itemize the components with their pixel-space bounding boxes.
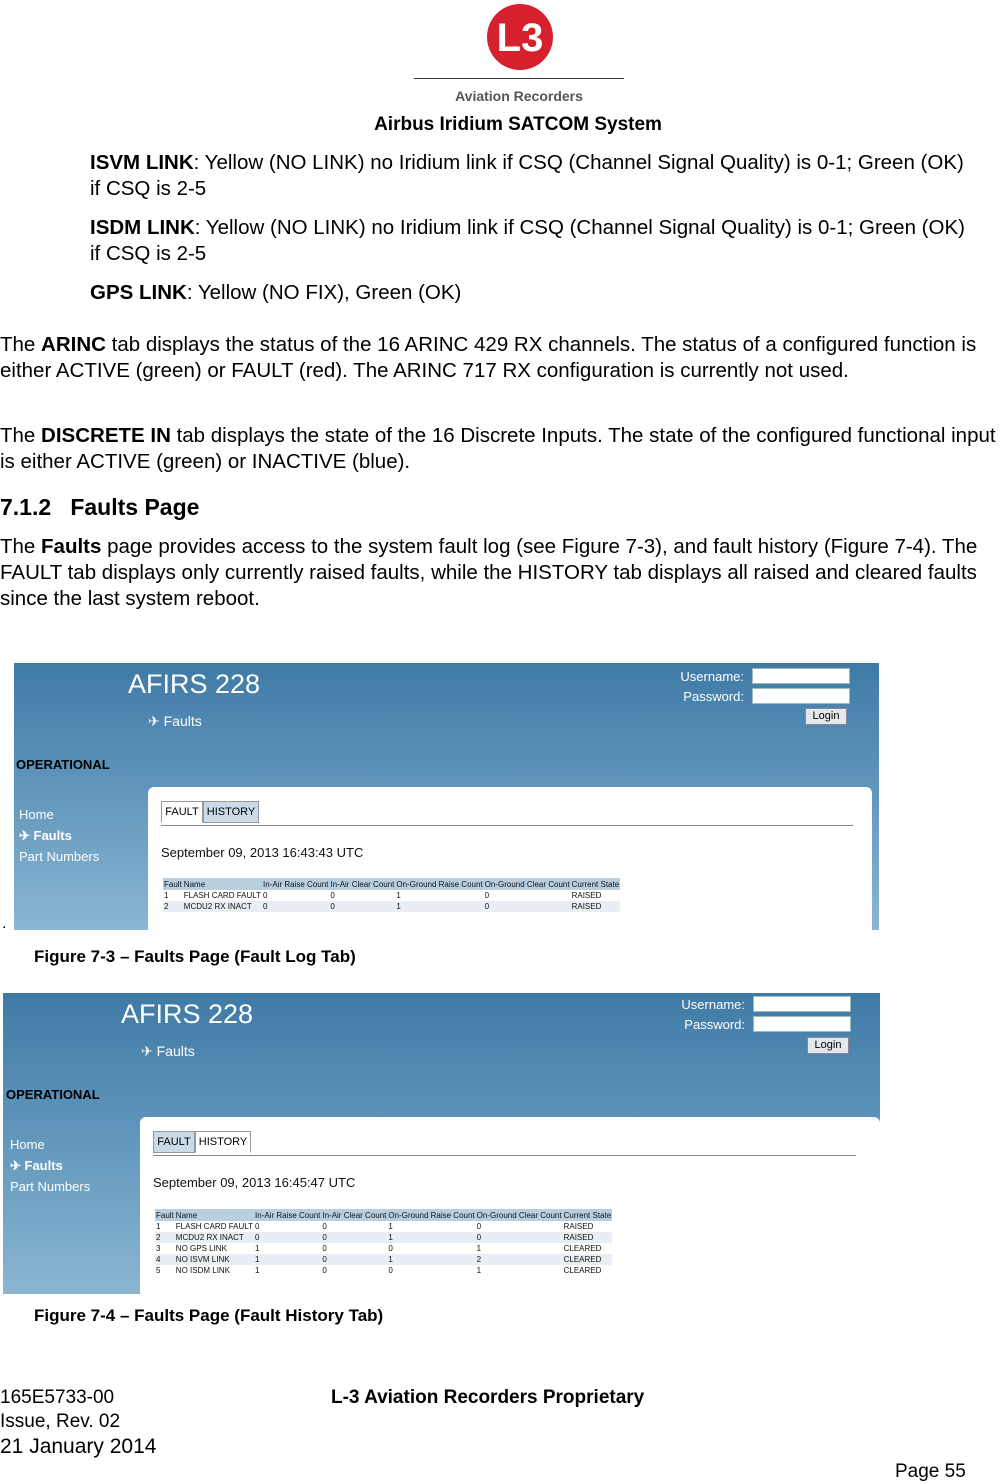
- column-header: In-Air Clear Count: [330, 879, 395, 889]
- table-cell: 1: [164, 891, 169, 900]
- section-heading: 7.1.2 Faults Page: [0, 494, 200, 520]
- figure-caption: Figure 7-3 – Faults Page (Fault Log Tab): [34, 947, 356, 966]
- username-input[interactable]: [752, 668, 850, 684]
- plane-icon: ✈: [10, 1158, 25, 1173]
- plane-icon: ✈: [19, 828, 34, 843]
- table-cell: 1: [388, 1222, 393, 1231]
- table-cell: 2: [163, 901, 183, 912]
- table-cell: NO ISVM LINK: [175, 1254, 254, 1265]
- nav-part-numbers[interactable]: Part Numbers: [19, 849, 100, 864]
- column-header: Name: [175, 1209, 254, 1221]
- fault-table: [155, 1209, 612, 1276]
- table-cell: 0: [255, 1222, 260, 1231]
- password-label: Password:: [684, 1017, 745, 1032]
- tab-fault[interactable]: FAULT: [153, 1131, 195, 1153]
- tab-history[interactable]: HISTORY: [203, 801, 259, 823]
- table-cell: 2: [155, 1232, 175, 1243]
- column-header: Current State: [563, 1210, 612, 1220]
- paragraph-text: page provides access to the system fault log (see Figure 7-3), and fault history (Figure 7-4). The FAULT tab displays only currently raised faults, while the HISTORY tab displays all raised and cleared faults since the last system reboot.: [0, 535, 978, 610]
- table-cell: FLASH CARD FAULT: [175, 1222, 253, 1231]
- table-cell: 4: [155, 1254, 175, 1265]
- username-input[interactable]: [753, 996, 851, 1012]
- bullet-text: : Yellow (NO LINK) no Iridium link if CSQ (Channel Signal Quality) is 0-1; Green (OK) if CSQ is 2-5: [90, 151, 964, 200]
- table-cell: 3: [156, 1244, 161, 1253]
- table-cell: CLEARED: [563, 1244, 602, 1253]
- table-cell: 1: [254, 1254, 321, 1265]
- table-cell: 1: [476, 1244, 482, 1253]
- paragraph-text: The: [0, 424, 42, 447]
- table-cell: 0: [388, 1244, 393, 1253]
- column-header: On-Ground Raise Count: [396, 879, 483, 889]
- table-cell: MCDU2 RX INACT: [175, 1232, 254, 1243]
- username-label: Username:: [680, 669, 744, 684]
- stray-mark: .: [2, 915, 7, 932]
- column-header: In-Air Clear Count: [322, 1210, 387, 1220]
- column-header: Current State: [571, 879, 620, 889]
- bullet-gps-link: [90, 280, 970, 306]
- column-header: Name: [183, 878, 262, 890]
- password-input[interactable]: [752, 688, 850, 704]
- table-body: [155, 1221, 612, 1276]
- table-body: [163, 890, 620, 912]
- logo-divider: [414, 78, 624, 79]
- table-row: [163, 901, 620, 912]
- paragraph-text: The: [0, 535, 42, 558]
- column-header: On-Ground Clear Count: [484, 879, 570, 889]
- nav-faults[interactable]: [10, 1158, 63, 1174]
- fault-table: [163, 878, 620, 912]
- table-cell: 1: [387, 1232, 475, 1243]
- table-cell: 1: [476, 1266, 482, 1275]
- figure-caption: Figure 7-4 – Faults Page (Fault History Tab): [34, 1306, 384, 1325]
- column-header: On-Ground Clear Count: [476, 1210, 562, 1220]
- bullet-text: : Yellow (NO FIX), Green (OK): [186, 281, 462, 304]
- breadcrumb: [141, 1043, 195, 1060]
- page-number: Page 55: [895, 1461, 966, 1482]
- app-title: AFIRS 228: [121, 999, 254, 1029]
- content-panel: [148, 787, 872, 930]
- breadcrumb-label: Faults: [163, 713, 202, 729]
- table-row: [155, 1254, 612, 1265]
- table-cell: 1: [255, 1244, 260, 1253]
- table-cell: CLEARED: [563, 1254, 613, 1265]
- table-cell: 1: [395, 901, 483, 912]
- paragraph-text: The: [0, 333, 42, 356]
- tab-fault[interactable]: FAULT: [161, 801, 203, 823]
- table-cell: 0: [484, 891, 490, 900]
- username-label: Username:: [681, 997, 745, 1012]
- table-cell: 0: [476, 1232, 563, 1243]
- paragraph-text: tab displays the status of the 16 ARINC 429 RX channels. The status of a configured function is either ACTIVE (green) or FAULT (red). The ARINC 717 RX configuration is currently not used.: [0, 333, 977, 382]
- tab-divider: [161, 825, 853, 826]
- paragraph-text: tab displays the state of the 16 Discrete Inputs. The state of the configured functional input is either ACTIVE (green) or INACTIVE (blue).: [0, 424, 996, 473]
- table-row: [155, 1243, 612, 1254]
- table-cell: RAISED: [563, 1222, 594, 1231]
- logo-text: L3: [496, 16, 544, 60]
- table-header-row: [163, 878, 620, 890]
- column-header: Fault: [156, 1210, 174, 1220]
- proprietary-notice: L-3 Aviation Recorders Proprietary: [331, 1387, 645, 1408]
- login-button[interactable]: Login: [807, 1037, 849, 1054]
- paragraph-term: DISCRETE IN: [41, 424, 171, 447]
- table-header-row: [155, 1209, 612, 1221]
- figure-screenshot-fault-history: [3, 993, 880, 1294]
- tab-divider: [153, 1155, 856, 1156]
- column-header: In-Air Raise Count: [263, 879, 329, 889]
- breadcrumb: [148, 713, 202, 730]
- column-header: In-Air Raise Count: [255, 1210, 321, 1220]
- l3-logo: [485, 2, 555, 72]
- table-cell: 0: [484, 901, 571, 912]
- nav-part-numbers[interactable]: Part Numbers: [10, 1179, 91, 1194]
- figure-screenshot-fault-log: [14, 663, 879, 930]
- bullet-text: : Yellow (NO LINK) no Iridium link if CSQ (Channel Signal Quality) is 0-1; Green (OK) if CSQ is 2-5: [90, 216, 965, 265]
- table-cell: 0: [388, 1266, 393, 1275]
- paragraph-discrete-in: [0, 423, 1008, 475]
- table-cell: 0: [329, 901, 395, 912]
- column-header: Fault: [164, 879, 182, 889]
- document-title: Airbus Iridium SATCOM System: [374, 114, 662, 135]
- password-label: Password:: [683, 689, 744, 704]
- bullet-term: GPS LINK: [90, 281, 187, 304]
- table-row: [155, 1265, 612, 1276]
- table-cell: 0: [322, 1266, 327, 1275]
- plane-icon: ✈: [148, 713, 164, 729]
- table-cell: 0: [254, 1232, 321, 1243]
- table-cell: 0: [263, 891, 268, 900]
- logo-subtitle: Aviation Recorders: [455, 88, 583, 104]
- paragraph-term: ARINC: [41, 333, 106, 356]
- table-cell: 0: [262, 901, 329, 912]
- table-cell: CLEARED: [563, 1266, 602, 1275]
- column-header: On-Ground Raise Count: [388, 1210, 475, 1220]
- table-cell: FLASH CARD FAULT: [183, 891, 261, 900]
- table-row: [155, 1221, 612, 1232]
- table-cell: 1: [387, 1254, 475, 1265]
- timestamp: September 09, 2013 16:43:43 UTC: [161, 845, 364, 860]
- table-cell: RAISED: [563, 1232, 613, 1243]
- app-title: AFIRS 228: [128, 669, 261, 699]
- doc-number: 165E5733-00: [0, 1387, 115, 1408]
- bullet-term: ISVM LINK: [90, 151, 194, 174]
- table-cell: 1: [396, 891, 401, 900]
- breadcrumb-label: Faults: [156, 1043, 195, 1059]
- nav-faults-label: Faults: [33, 828, 72, 843]
- paragraph-faults: [0, 534, 1008, 612]
- table-cell: MCDU2 RX INACT: [183, 901, 262, 912]
- table-row: [163, 890, 620, 901]
- bullet-isvm-link: [90, 150, 970, 202]
- table-cell: 0: [330, 891, 335, 900]
- table-cell: 0: [322, 1222, 327, 1231]
- table-cell: RAISED: [571, 891, 602, 900]
- table-row: [155, 1232, 612, 1243]
- table-cell: 0: [321, 1254, 387, 1265]
- tab-history[interactable]: HISTORY: [195, 1131, 251, 1153]
- bullet-term: ISDM LINK: [90, 216, 195, 239]
- table-cell: 5: [156, 1266, 161, 1275]
- paragraph-term: Faults: [41, 535, 102, 558]
- plane-icon: ✈: [141, 1043, 157, 1059]
- paragraph-arinc: [0, 332, 1008, 384]
- table-cell: 1: [156, 1222, 161, 1231]
- table-cell: NO ISDM LINK: [175, 1266, 231, 1275]
- table-cell: RAISED: [571, 901, 621, 912]
- section-label: OPERATIONAL: [6, 1087, 100, 1102]
- table-cell: 2: [476, 1254, 563, 1265]
- nav-home[interactable]: Home: [10, 1137, 45, 1152]
- table-cell: NO GPS LINK: [175, 1244, 227, 1253]
- section-label: OPERATIONAL: [16, 757, 110, 772]
- login-button[interactable]: Login: [805, 708, 847, 725]
- nav-faults-label: Faults: [24, 1158, 63, 1173]
- nav-home[interactable]: Home: [19, 807, 54, 822]
- bullet-isdm-link: [90, 215, 970, 267]
- table-cell: 1: [255, 1266, 260, 1275]
- password-input[interactable]: [753, 1016, 851, 1032]
- table-cell: 0: [321, 1232, 387, 1243]
- nav-faults[interactable]: [19, 828, 72, 844]
- table-cell: 0: [476, 1222, 482, 1231]
- doc-issue: Issue, Rev. 02: [0, 1411, 121, 1432]
- doc-date: 21 January 2014: [0, 1435, 157, 1458]
- timestamp: September 09, 2013 16:45:47 UTC: [153, 1175, 356, 1190]
- content-panel: [140, 1117, 880, 1294]
- table-cell: 0: [322, 1244, 327, 1253]
